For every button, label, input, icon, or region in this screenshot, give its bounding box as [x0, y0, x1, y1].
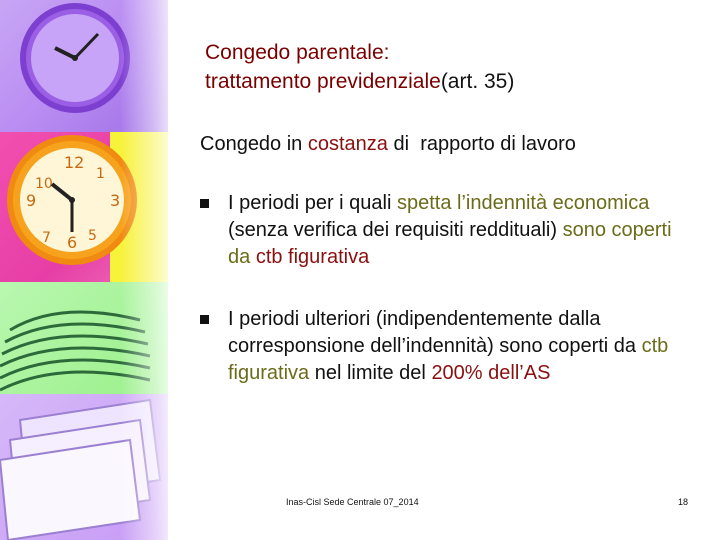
bullet-text-part: I periodi ulteriori (indipendentemente dalla corresponsione dell’indennità) sono coperti da [228, 308, 642, 357]
svg-text:1: 1 [96, 166, 105, 182]
clock-icon [23, 6, 127, 110]
fade-overlay [120, 0, 168, 540]
bullet-text-highlight: ctb figurativa [255, 246, 370, 268]
bullet-text [228, 190, 690, 271]
bullet-text-highlight: dell’AS [488, 362, 551, 384]
title-line-2-b: (art. 35) [440, 70, 515, 93]
svg-text:10: 10 [35, 176, 53, 192]
bullet-text-highlight: ctb figurativa [228, 335, 669, 384]
title-line-2-a: trattamento previdenziale [205, 70, 441, 93]
bullet-text [228, 306, 690, 387]
bullet-item [200, 190, 690, 271]
title-line-1: Congedo parentale: [205, 41, 390, 64]
slide-subtitle [200, 133, 700, 156]
footer-source: Inas-Cisl Sede Centrale 07_2014 [286, 497, 419, 507]
subtitle-part-3: di [393, 133, 410, 155]
bullet-text-highlight: 200% [431, 362, 483, 384]
bullet-text-highlight: spetta l’indennità economica [396, 192, 650, 214]
svg-text:9: 9 [26, 191, 37, 210]
decorative-photo-strip [0, 0, 168, 540]
svg-text:5: 5 [88, 228, 97, 244]
slide-title [205, 38, 685, 96]
bullet-text-part: nel limite del [309, 362, 432, 384]
page-number: 18 [678, 497, 689, 507]
bullet-text-part: (senza verifica dei requisiti reddituali) [228, 219, 563, 241]
svg-text:12: 12 [64, 153, 85, 172]
bullet-text-highlight: sono coperti da [228, 219, 672, 268]
svg-text:6: 6 [67, 233, 78, 252]
orange-clock-icon [10, 138, 134, 262]
title-line-2 [205, 67, 685, 96]
square-bullet-icon [200, 315, 209, 324]
subtitle-part-1: Congedo in [200, 133, 303, 155]
bullet-text-part: I periodi per i quali [228, 192, 397, 214]
subtitle-part-2: costanza [307, 133, 388, 155]
subtitle-part-4: rapporto di lavoro [420, 133, 576, 155]
svg-text:7: 7 [42, 230, 51, 246]
bullet-item [200, 306, 690, 387]
svg-text:3: 3 [110, 191, 121, 210]
square-bullet-icon [200, 199, 209, 208]
